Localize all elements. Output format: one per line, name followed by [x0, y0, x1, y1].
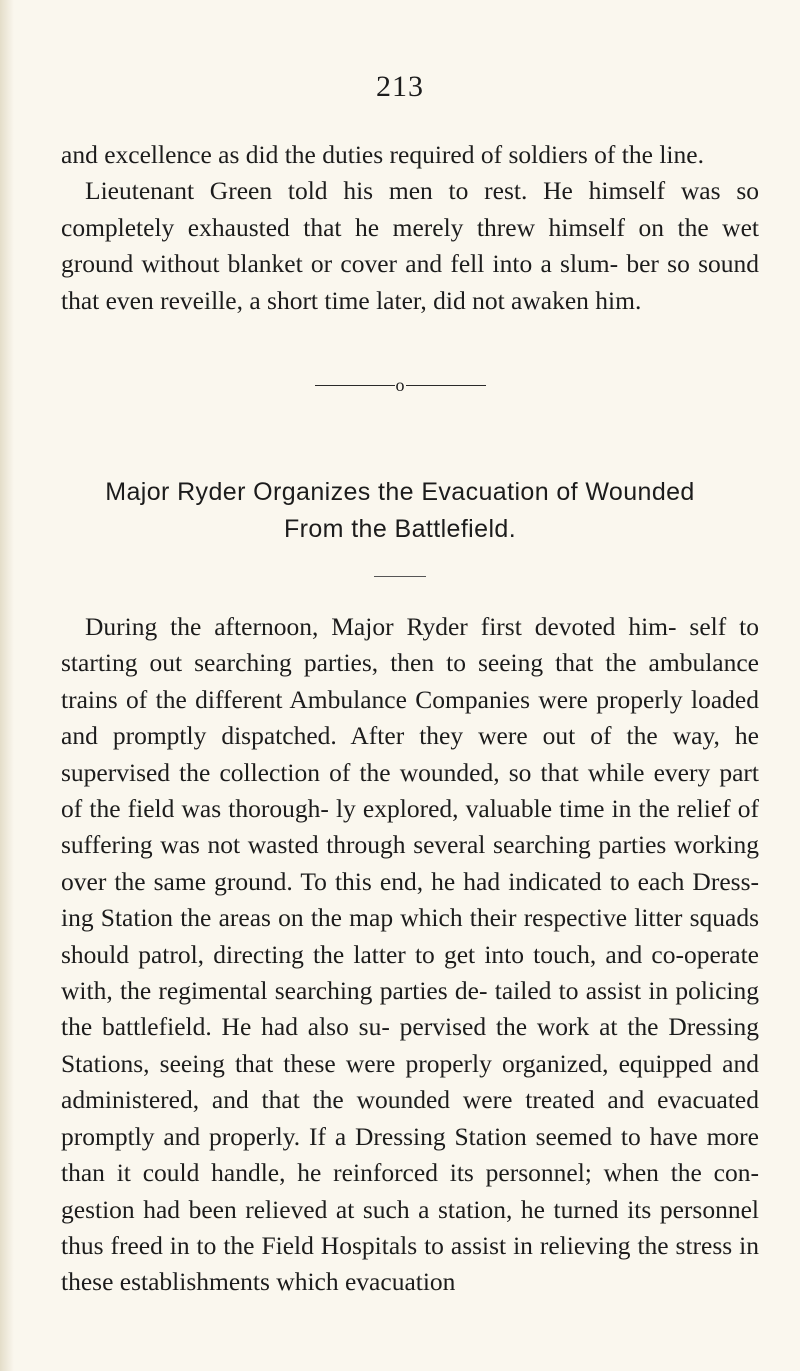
- page-edge-shadow: [0, 0, 14, 1371]
- heading-line-2: From the Battlefield.: [283, 515, 517, 543]
- separator-rule-right: [406, 385, 486, 386]
- paragraph-continuation: [61, 137, 759, 319]
- section-separator: [0, 372, 800, 398]
- paragraph-text: Lieutenant Green told his men to rest. He himself was so completely exhausted that he merely threw himself on the wet ground without blanket or cover and fell into a slum- ber so sound that even reveille, a short time later, did not awaken him.: [61, 176, 759, 315]
- paragraph-text: During the afternoon, Major Ryder first devoted him- self to starting out searching parties, then to seeing that the ambulance trains of the different Ambulance Companies were properly loaded and promptly dispatched. After they were out of the way, he supervised the collection of the wounded, so that while every part of the field was thorough- ly explored, valuable time in the relief of suffering was not wasted through several searching parties working over the same ground. To this end, he had indicated to each Dress- ing Station the areas on the map which their respective litter squads should patrol, directing the latter to get into touch, and co-operate with, the regimental searching parties de- tailed to assist in policing the battlefield. He had also su- pervised the work at the Dressing Stations, seeing that these were properly organized, equipped and administered, and that the wounded were treated and evacuated promptly and properly. If a Dressing Station seemed to have more than it could handle, he reinforced its personnel; when the con- gestion had been relieved at such a station, he turned its personnel thus freed in to the Field Hospitals to assist in relieving the stress in these establishments which evacuation: [61, 612, 759, 1297]
- separator-mark: o: [395, 375, 405, 395]
- heading-underline-rule: [374, 576, 426, 577]
- paragraph-text: and excellence as did the duties required of soldiers of the line.: [61, 140, 704, 169]
- heading-line-1: Major Ryder Organizes the Evacuation of Wounded: [105, 478, 695, 506]
- paragraph-body: [61, 609, 759, 1301]
- page-number: 213: [376, 70, 424, 103]
- section-heading: [40, 474, 760, 548]
- separator-rule-left: [315, 385, 395, 386]
